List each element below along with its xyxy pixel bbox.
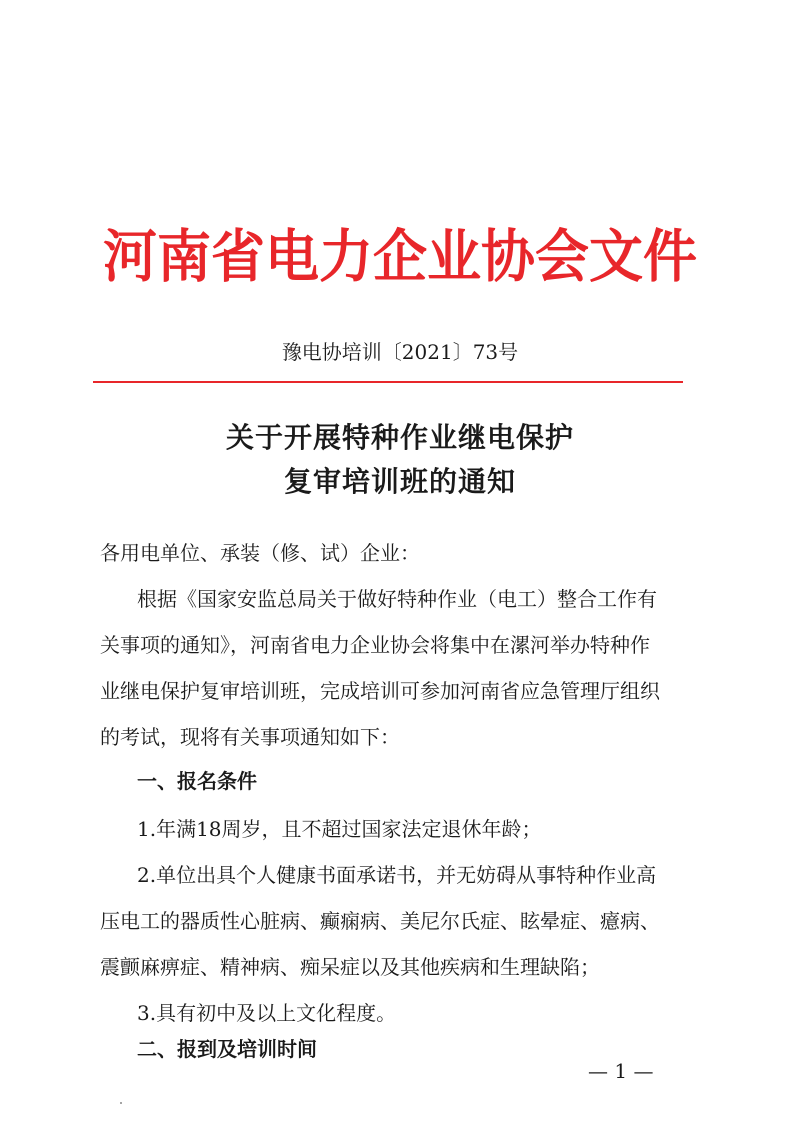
page-number: — 1 — [588, 1059, 654, 1083]
intro-line-4: 的考试，现将有关事项通知如下： [100, 725, 400, 749]
section-heading-2: 二、报到及培训时间 [137, 1037, 317, 1061]
requirement-item-2-line-3: 震颤麻痹症、精神病、痴呆症以及其他疾病和生理缺陷； [100, 955, 600, 979]
requirement-item-1: 1.年满18周岁，且不超过国家法定退休年龄； [137, 817, 542, 841]
intro-line-1: 根据《国家安监总局关于做好特种作业（电工）整合工作有 [137, 587, 657, 611]
intro-line-2: 关事项的通知》，河南省电力企业协会将集中在漯河举办特种作 [100, 633, 650, 657]
document-number: 豫电协培训〔2021〕73号 [281, 340, 519, 364]
section-heading-1: 一、报名条件 [137, 769, 257, 793]
scan-speck [120, 1102, 122, 1104]
requirement-item-2-line-2: 压电工的器质性心脏病、癫痫病、美尼尔氏症、眩晕症、癔病、 [100, 909, 660, 933]
red-divider-line [93, 381, 683, 383]
masthead-title: 河南省电力企业协会文件 [103, 223, 697, 290]
requirement-item-2-line-1: 2.单位出具个人健康书面承诺书，并无妨碍从事特种作业高 [137, 863, 657, 887]
intro-line-3: 业继电保护复审培训班，完成培训可参加河南省应急管理厅组织 [100, 679, 660, 703]
notice-title-line-2: 复审培训班的通知 [283, 465, 516, 498]
notice-title-line-1: 关于开展特种作业继电保护 [225, 421, 574, 454]
requirement-item-3: 3.具有初中及以上文化程度。 [137, 1001, 397, 1025]
recipients-line: 各用电单位、承装（修、试）企业： [100, 541, 420, 565]
